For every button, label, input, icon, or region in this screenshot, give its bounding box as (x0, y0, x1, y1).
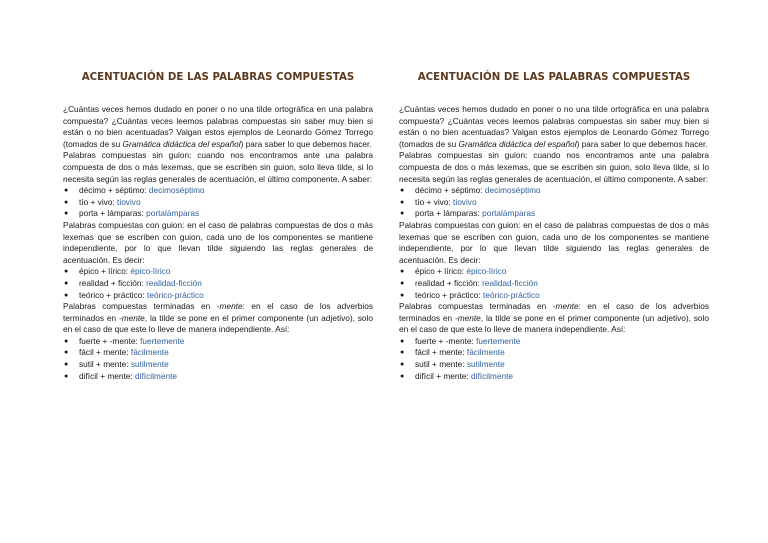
section-mente-text: Palabras compuestas terminadas en -mente: en el caso de los adverbios terminados en -mente, la tilde se pone en el primer componente (un adjetivo), solo en el caso de que este lo lleve de manera independiente. Así: (63, 301, 373, 335)
bullet-icon: ● (400, 337, 405, 345)
example-list-mente (63, 336, 373, 382)
list-item: ● fuerte + -mente: fuertemente (64, 335, 185, 346)
bullet-icon: ● (400, 268, 405, 276)
list-item: ● décimo + séptimo: decimoséptimo (400, 185, 541, 196)
list-item: ● porta + lámparas: portalámparas (64, 208, 200, 219)
example-result: decimoséptimo (148, 185, 205, 196)
bullet-icon: ● (64, 187, 69, 195)
bullet-icon: ● (400, 372, 405, 380)
document-body (399, 104, 709, 382)
bullet-icon: ● (64, 372, 69, 380)
bullet-icon: ● (64, 279, 69, 287)
section-no-hyphen-text: Palabras compuestas sin guion: cuando nos encontramos ante una palabra compuesta de dos o más lexemas, que se escriben sin guion, solo lleva tilde, si lo necesita según las reglas generales de acentuación, el último componente. A saber: (399, 150, 709, 184)
document-column-right (399, 72, 709, 382)
intro-paragraph: ¿Cuántas veces hemos dudado en poner o no una tilde ortográfica en una palabra compuesta? ¿Cuántas veces leemos palabras compuestas sin saber muy bien si están o no bien acentuadas? Valgan estos ejemplos de Leonardo Gómez Torrego (tomados de su Gramática didáctica del español) para saber lo que debemos hacer. (399, 104, 709, 149)
bullet-icon: ● (64, 349, 69, 357)
bullet-icon: ● (64, 361, 69, 369)
bullet-icon: ● (400, 279, 405, 287)
document-column-left (63, 72, 373, 382)
list-item: ● teórico + práctico: teórico-práctico (64, 289, 204, 300)
bullet-icon: ● (400, 291, 405, 299)
document-title: ACENTUACIÓN DE LAS PALABRAS COMPUESTAS (417, 72, 691, 83)
list-item: ● sutil + mente: sutilmente (400, 359, 505, 370)
example-result: difícilmente (471, 370, 513, 381)
example-result: fuertemente (140, 335, 185, 346)
bullet-icon: ● (400, 210, 405, 218)
section-hyphen-text: Palabras compuestas con guion: en el caso de palabras compuestas de dos o más lexemas que se escriben con guion, cada uno de los componentes se mantiene independiente, por lo que llevan tilde siguiendo las reglas generales de acentuación. Es decir: (399, 219, 709, 265)
example-list-hyphen (63, 266, 373, 301)
example-result: sutilmente (130, 359, 169, 370)
bullet-icon: ● (400, 198, 405, 206)
example-result: teórico-práctico (147, 289, 204, 300)
list-item: ● épico + lírico: épico-lírico (400, 266, 507, 277)
example-result: sutilmente (466, 359, 505, 370)
section-no-hyphen-text: Palabras compuestas sin guion: cuando nos encontramos ante una palabra compuesta de dos o más lexemas, que se escriben sin guion, solo lleva tilde, si lo necesita según las reglas generales de acentuación, el último componente. A saber: (63, 150, 373, 184)
list-item: ● décimo + séptimo: decimoséptimo (64, 185, 205, 196)
example-result: portalámparas (482, 208, 536, 219)
list-item: ● realidad + ficción: realidad-ficción (64, 277, 202, 288)
book-title: Gramática didáctica del español (458, 138, 577, 149)
example-result: realidad-ficción (146, 277, 202, 288)
document-title: ACENTUACIÓN DE LAS PALABRAS COMPUESTAS (81, 72, 355, 83)
list-item: ● realidad + ficción: realidad-ficción (400, 277, 538, 288)
list-item: ● épico + lírico: épico-lírico (64, 266, 171, 277)
bullet-icon: ● (64, 198, 69, 206)
list-item: ● porta + lámparas: portalámparas (400, 208, 536, 219)
bullet-icon: ● (400, 361, 405, 369)
example-result: fuertemente (476, 335, 521, 346)
bullet-icon: ● (400, 349, 405, 357)
example-result: difícilmente (135, 370, 177, 381)
example-list-mente (399, 336, 709, 382)
list-item: ● tío + vivo: tiovivo (64, 196, 141, 207)
list-item: ● fuerte + -mente: fuertemente (400, 335, 521, 346)
example-result: tiovivo (117, 196, 141, 207)
intro-paragraph: ¿Cuántas veces hemos dudado en poner o no una tilde ortográfica en una palabra compuesta? ¿Cuántas veces leemos palabras compuestas sin saber muy bien si están o no bien acentuadas? Valgan estos ejemplos de Leonardo Gómez Torrego (tomados de su Gramática didáctica del español) para saber lo que debemos hacer. (63, 104, 373, 149)
list-item: ● difícil + mente: difícilmente (400, 370, 513, 381)
example-result: fácilmente (130, 347, 169, 358)
bullet-icon: ● (64, 291, 69, 299)
example-result: tiovivo (453, 196, 477, 207)
list-item: ● fácil + mente: fácilmente (400, 347, 505, 358)
example-result: épico-lírico (130, 266, 171, 277)
list-item: ● teórico + práctico: teórico-práctico (400, 289, 540, 300)
example-result: épico-lírico (466, 266, 507, 277)
list-item: ● sutil + mente: sutilmente (64, 359, 169, 370)
list-item: ● difícil + mente: difícilmente (64, 370, 177, 381)
example-list-hyphen (399, 266, 709, 301)
bullet-icon: ● (64, 337, 69, 345)
list-item: ● tío + vivo: tiovivo (400, 196, 477, 207)
bullet-icon: ● (64, 210, 69, 218)
example-result: realidad-ficción (482, 277, 538, 288)
book-title: Gramática didáctica del español (122, 138, 241, 149)
bullet-icon: ● (64, 268, 69, 276)
section-mente-text: Palabras compuestas terminadas en -mente: en el caso de los adverbios terminados en -mente, la tilde se pone en el primer componente (un adjetivo), solo en el caso de que este lo lleve de manera independiente. Así: (399, 301, 709, 335)
example-result: teórico-práctico (483, 289, 540, 300)
example-result: decimoséptimo (484, 185, 541, 196)
document-body (63, 104, 373, 382)
list-item: ● fácil + mente: fácilmente (64, 347, 169, 358)
example-list-no-hyphen (399, 185, 709, 220)
example-result: portalámparas (146, 208, 200, 219)
section-hyphen-text: Palabras compuestas con guion: en el caso de palabras compuestas de dos o más lexemas que se escriben con guion, cada uno de los componentes se mantiene independiente, por lo que llevan tilde siguiendo las reglas generales de acentuación. Es decir: (63, 219, 373, 265)
bullet-icon: ● (400, 187, 405, 195)
example-result: fácilmente (466, 347, 505, 358)
example-list-no-hyphen (63, 185, 373, 220)
